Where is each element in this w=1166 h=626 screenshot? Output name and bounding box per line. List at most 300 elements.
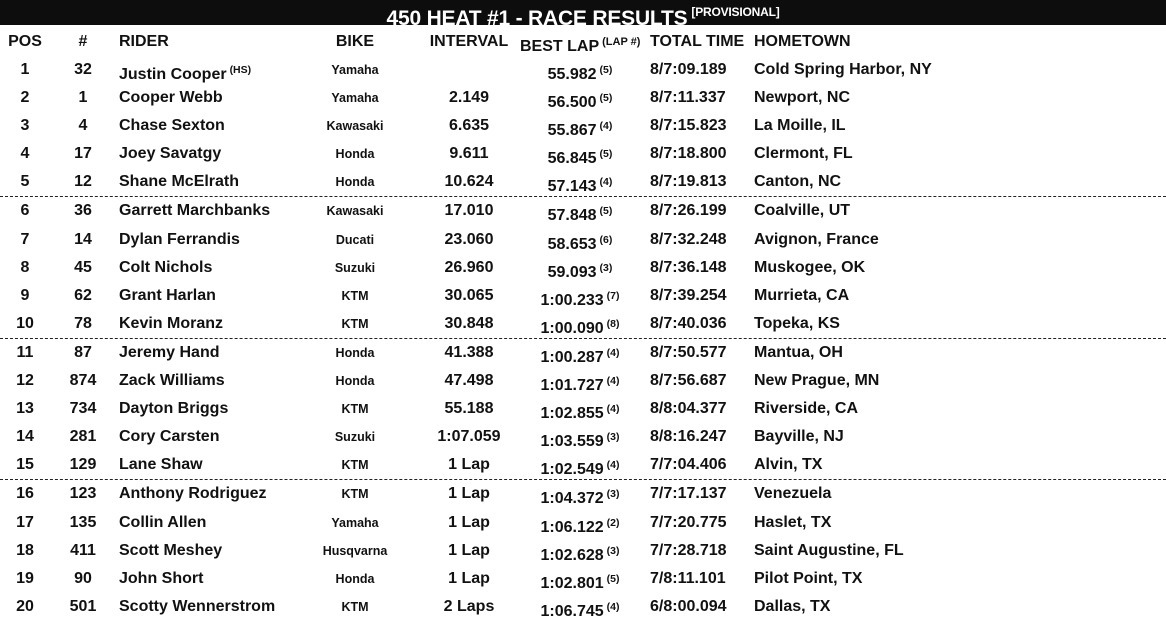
cell-interval-value: 23.060 bbox=[444, 230, 494, 248]
cell-hometown bbox=[754, 282, 1054, 310]
cell-number-value: 874 bbox=[69, 372, 97, 390]
cell-rider bbox=[119, 423, 329, 451]
cell-rider bbox=[119, 480, 329, 508]
cell-interval-value: 2.149 bbox=[448, 89, 490, 107]
cell-best-lap-value: 57.143 bbox=[547, 178, 597, 196]
lap-number-note: (4) bbox=[599, 120, 613, 133]
cell-pos-value: 9 bbox=[20, 286, 30, 304]
provisional-tag: [PROVISIONAL] bbox=[691, 5, 780, 19]
cell-interval-value: 55.188 bbox=[444, 400, 494, 418]
cell-number-value: 78 bbox=[74, 314, 92, 332]
cell-number-value: 1 bbox=[78, 89, 88, 107]
cell-hometown-value: Venezuela bbox=[754, 485, 832, 503]
cell-hometown-value: Coalville, UT bbox=[754, 202, 851, 220]
cell-pos-value: 20 bbox=[16, 597, 34, 615]
cell-bike-value: Honda bbox=[335, 147, 375, 162]
cell-rider bbox=[119, 140, 329, 168]
cell-total-time bbox=[650, 565, 742, 593]
cell-hometown bbox=[754, 197, 1054, 225]
cell-number bbox=[53, 140, 113, 168]
cell-rider bbox=[119, 226, 329, 254]
table-row bbox=[0, 565, 1166, 593]
cell-pos-value: 11 bbox=[16, 343, 34, 361]
cell-hometown-value: Mantua, OH bbox=[754, 343, 843, 361]
cell-total-time bbox=[650, 395, 742, 423]
cell-number bbox=[53, 509, 113, 537]
cell-pos-value: 2 bbox=[20, 89, 30, 107]
rider-tag: (HS) bbox=[229, 64, 252, 76]
cell-pos bbox=[0, 168, 50, 196]
cell-hometown-value: Dallas, TX bbox=[754, 597, 831, 615]
cell-total-time bbox=[650, 226, 742, 254]
cell-total-time-value: 8/8:04.377 bbox=[650, 400, 727, 418]
cell-number bbox=[53, 339, 113, 367]
cell-number bbox=[53, 537, 113, 565]
cell-number-value: 62 bbox=[74, 286, 92, 304]
cell-best-lap-value: 56.500 bbox=[547, 94, 597, 112]
cell-rider-value: Dayton Briggs bbox=[119, 400, 229, 418]
cell-bike bbox=[300, 537, 410, 565]
cell-total-time bbox=[650, 593, 742, 621]
cell-total-time-value: 8/8:16.247 bbox=[650, 428, 727, 446]
cell-pos bbox=[0, 226, 50, 254]
cell-bike bbox=[300, 84, 410, 112]
cell-hometown-value: Avignon, France bbox=[754, 230, 879, 248]
cell-bike-value: Suzuki bbox=[334, 430, 376, 445]
cell-hometown-value: Murrieta, CA bbox=[754, 286, 850, 304]
cell-rider bbox=[119, 254, 329, 282]
cell-number bbox=[53, 197, 113, 225]
table-row bbox=[0, 451, 1166, 480]
cell-total-time-value: 8/7:26.199 bbox=[650, 202, 727, 220]
cell-total-time bbox=[650, 310, 742, 338]
cell-hometown-value: Cold Spring Harbor, NY bbox=[754, 61, 932, 78]
cell-interval bbox=[414, 423, 524, 451]
cell-hometown bbox=[754, 56, 1054, 84]
cell-interval bbox=[414, 593, 524, 621]
cell-pos bbox=[0, 367, 50, 395]
cell-hometown bbox=[754, 423, 1054, 451]
cell-interval bbox=[414, 480, 524, 508]
cell-best-lap-value: 55.982 bbox=[547, 66, 597, 83]
table-row bbox=[0, 226, 1166, 254]
lap-number-note: (4) bbox=[606, 375, 620, 388]
lap-number-note: (5) bbox=[599, 92, 613, 105]
lap-number-note: (5) bbox=[599, 205, 613, 218]
cell-total-time-value: 8/7:32.248 bbox=[650, 230, 727, 248]
cell-rider-value: Justin Cooper bbox=[119, 66, 227, 83]
cell-bike-value: KTM bbox=[341, 599, 369, 614]
lap-number-note: (8) bbox=[606, 317, 620, 330]
cell-bike-value: Suzuki bbox=[334, 260, 376, 275]
cell-bike bbox=[300, 254, 410, 282]
cell-rider bbox=[119, 537, 329, 565]
cell-pos-value: 7 bbox=[20, 230, 30, 248]
cell-bike-value: Ducati bbox=[335, 232, 375, 247]
cell-rider bbox=[119, 367, 329, 395]
lap-number-note: (4) bbox=[599, 176, 613, 189]
lap-number-note: (4) bbox=[606, 459, 620, 472]
cell-pos bbox=[0, 537, 50, 565]
cell-number-value: 36 bbox=[74, 202, 92, 220]
cell-number-value: 501 bbox=[69, 597, 97, 615]
cell-pos bbox=[0, 84, 50, 112]
cell-total-time bbox=[650, 339, 742, 367]
cell-interval bbox=[414, 537, 524, 565]
cell-total-time bbox=[650, 282, 742, 310]
cell-hometown bbox=[754, 310, 1054, 338]
cell-pos bbox=[0, 509, 50, 537]
cell-rider bbox=[119, 509, 329, 537]
lap-number-note: (6) bbox=[599, 233, 613, 246]
cell-best-lap-value: 59.093 bbox=[547, 263, 597, 281]
cell-pos bbox=[0, 282, 50, 310]
cell-hometown-value: Saint Augustine, FL bbox=[754, 541, 904, 559]
cell-bike bbox=[300, 395, 410, 423]
lap-number-note: (5) bbox=[599, 64, 613, 76]
cell-pos-value: 10 bbox=[16, 314, 34, 332]
cell-bike bbox=[300, 367, 410, 395]
cell-pos bbox=[0, 254, 50, 282]
cell-interval-value: 9.611 bbox=[449, 145, 489, 163]
cell-total-time-value: 7/7:20.775 bbox=[650, 513, 727, 531]
cell-total-time-value: 8/7:19.813 bbox=[650, 173, 727, 191]
cell-pos bbox=[0, 112, 50, 140]
cell-rider-value: Anthony Rodriguez bbox=[119, 485, 267, 503]
table-row bbox=[0, 423, 1166, 451]
cell-hometown bbox=[754, 565, 1054, 593]
table-row bbox=[0, 254, 1166, 282]
cell-pos-value: 17 bbox=[16, 513, 34, 531]
cell-pos bbox=[0, 395, 50, 423]
lap-number-note: (5) bbox=[599, 148, 613, 161]
cell-number-value: 87 bbox=[74, 343, 92, 361]
header-lap-number: (LAP #) bbox=[602, 36, 641, 48]
cell-number-value: 281 bbox=[69, 428, 97, 446]
cell-total-time-value: 7/8:11.101 bbox=[650, 569, 726, 587]
cell-rider-value: Scotty Wennerstrom bbox=[119, 597, 276, 615]
cell-interval bbox=[414, 451, 524, 479]
cell-interval-value: 10.624 bbox=[444, 173, 494, 191]
cell-number bbox=[53, 565, 113, 593]
cell-total-time-value: 8/7:39.254 bbox=[650, 286, 727, 304]
cell-bike bbox=[300, 509, 410, 537]
cell-pos-value: 19 bbox=[16, 569, 34, 587]
header-pos: POS bbox=[8, 33, 42, 50]
cell-hometown bbox=[754, 112, 1054, 140]
cell-number bbox=[53, 112, 113, 140]
cell-hometown-value: Clermont, FL bbox=[754, 145, 853, 163]
cell-best-lap bbox=[520, 451, 640, 484]
cell-number bbox=[53, 254, 113, 282]
cell-total-time bbox=[650, 56, 742, 84]
cell-bike bbox=[300, 197, 410, 225]
cell-best-lap-value: 1:00.090 bbox=[540, 319, 604, 337]
cell-interval-value: 2 Laps bbox=[443, 597, 495, 615]
table-row bbox=[0, 140, 1166, 168]
page-title: 450 HEAT #1 - RACE RESULTS bbox=[386, 7, 688, 30]
cell-best-lap-value: 55.867 bbox=[547, 122, 597, 140]
lap-number-note: (2) bbox=[606, 516, 620, 529]
cell-interval-value: 1 Lap bbox=[448, 485, 490, 503]
cell-hometown-value: Newport, NC bbox=[754, 89, 850, 107]
cell-interval-value: 1 Lap bbox=[448, 569, 490, 587]
cell-rider bbox=[119, 339, 329, 367]
cell-total-time bbox=[650, 451, 742, 479]
cell-rider-value: Joey Savatgy bbox=[119, 145, 222, 163]
cell-total-time-value: 8/7:09.189 bbox=[650, 61, 727, 78]
cell-total-time bbox=[650, 537, 742, 565]
cell-interval bbox=[414, 282, 524, 310]
cell-interval bbox=[414, 140, 524, 168]
cell-bike-value: KTM bbox=[341, 402, 369, 417]
cell-number bbox=[53, 367, 113, 395]
cell-interval bbox=[414, 367, 524, 395]
cell-rider-value: Cooper Webb bbox=[119, 89, 223, 107]
cell-pos-value: 4 bbox=[20, 145, 30, 163]
lap-number-note: (3) bbox=[606, 544, 620, 557]
header-rider: RIDER bbox=[119, 33, 169, 50]
cell-hometown bbox=[754, 537, 1054, 565]
cell-hometown bbox=[754, 395, 1054, 423]
header-interval: INTERVAL bbox=[429, 33, 509, 50]
cell-rider-value: Collin Allen bbox=[119, 513, 207, 531]
cell-interval-value: 17.010 bbox=[444, 202, 494, 220]
cell-hometown bbox=[754, 254, 1054, 282]
cell-number-value: 123 bbox=[69, 485, 97, 503]
cell-interval-value: 47.498 bbox=[444, 372, 494, 390]
cell-rider-value: Kevin Moranz bbox=[119, 314, 224, 332]
cell-interval-value: 30.848 bbox=[444, 314, 494, 332]
cell-rider bbox=[119, 310, 329, 338]
cell-interval bbox=[414, 226, 524, 254]
cell-pos bbox=[0, 565, 50, 593]
table-row bbox=[0, 339, 1166, 367]
cell-interval-value: 6.635 bbox=[448, 117, 490, 135]
cell-pos bbox=[0, 480, 50, 508]
cell-rider bbox=[119, 112, 329, 140]
results-table-body bbox=[0, 56, 1166, 621]
cell-rider bbox=[119, 168, 329, 196]
cell-pos bbox=[0, 339, 50, 367]
cell-pos-value: 1 bbox=[20, 61, 30, 78]
cell-best-lap bbox=[520, 310, 640, 343]
cell-best-lap bbox=[520, 593, 640, 626]
cell-interval bbox=[414, 168, 524, 196]
table-row bbox=[0, 593, 1166, 621]
header-total-time: TOTAL TIME bbox=[650, 33, 745, 50]
cell-number bbox=[53, 168, 113, 196]
cell-number bbox=[53, 593, 113, 621]
lap-number-note: (4) bbox=[606, 600, 620, 613]
cell-hometown bbox=[754, 226, 1054, 254]
cell-best-lap-value: 56.845 bbox=[547, 150, 597, 168]
cell-hometown bbox=[754, 593, 1054, 621]
cell-bike-value: Yamaha bbox=[331, 515, 379, 530]
cell-pos-value: 12 bbox=[16, 372, 34, 390]
cell-rider-value: Garrett Marchbanks bbox=[119, 202, 271, 220]
lap-number-note: (4) bbox=[606, 403, 620, 416]
cell-rider bbox=[119, 565, 329, 593]
cell-total-time-value: 7/7:17.137 bbox=[650, 485, 727, 503]
cell-bike bbox=[300, 56, 410, 84]
cell-total-time bbox=[650, 254, 742, 282]
cell-interval bbox=[414, 339, 524, 367]
table-row bbox=[0, 480, 1166, 508]
cell-bike-value: Husqvarna bbox=[322, 543, 388, 558]
cell-bike-value: KTM bbox=[341, 487, 369, 502]
cell-number-value: 411 bbox=[70, 541, 96, 559]
table-row bbox=[0, 56, 1166, 84]
table-header bbox=[0, 28, 1166, 56]
cell-pos bbox=[0, 140, 50, 168]
cell-best-lap-value: 1:02.855 bbox=[540, 405, 604, 423]
cell-interval-value: 1 Lap bbox=[448, 456, 490, 474]
cell-best-lap-value: 1:00.233 bbox=[540, 291, 604, 309]
header-number: # bbox=[78, 33, 88, 50]
cell-hometown-value: Muskogee, OK bbox=[754, 258, 866, 276]
cell-bike bbox=[300, 451, 410, 479]
cell-hometown-value: Topeka, KS bbox=[754, 314, 840, 332]
table-row bbox=[0, 168, 1166, 197]
cell-best-lap-value: 1:04.372 bbox=[540, 490, 604, 508]
cell-total-time bbox=[650, 84, 742, 112]
cell-hometown-value: Canton, NC bbox=[754, 173, 842, 191]
cell-number-value: 32 bbox=[74, 61, 92, 78]
cell-number-value: 4 bbox=[78, 117, 88, 135]
lap-number-note: (7) bbox=[606, 289, 620, 302]
cell-number bbox=[53, 56, 113, 84]
cell-pos bbox=[0, 593, 50, 621]
cell-interval-value: 26.960 bbox=[444, 258, 494, 276]
cell-bike-value: Yamaha bbox=[331, 63, 379, 77]
cell-number-value: 90 bbox=[74, 569, 92, 587]
results-title-bar bbox=[0, 0, 1166, 30]
cell-hometown-value: Bayville, NJ bbox=[754, 428, 844, 446]
cell-pos-value: 3 bbox=[20, 117, 30, 135]
cell-interval bbox=[414, 395, 524, 423]
lap-number-note: (5) bbox=[606, 572, 620, 585]
cell-rider-value: Lane Shaw bbox=[119, 456, 203, 474]
table-row bbox=[0, 84, 1166, 112]
cell-bike bbox=[300, 480, 410, 508]
cell-rider-value: Chase Sexton bbox=[119, 117, 225, 135]
table-row bbox=[0, 112, 1166, 140]
cell-interval bbox=[414, 565, 524, 593]
cell-best-lap-value: 1:02.801 bbox=[540, 574, 604, 592]
table-row bbox=[0, 537, 1166, 565]
table-row bbox=[0, 282, 1166, 310]
cell-rider-value: Jeremy Hand bbox=[119, 343, 220, 361]
cell-bike bbox=[300, 226, 410, 254]
cell-rider-value: John Short bbox=[119, 569, 204, 587]
cell-pos-value: 5 bbox=[20, 173, 30, 191]
lap-number-note: (4) bbox=[606, 346, 620, 359]
cell-hometown bbox=[754, 480, 1054, 508]
cell-best-lap-value: 1:02.628 bbox=[540, 546, 604, 564]
cell-number-value: 734 bbox=[69, 400, 97, 418]
cell-interval bbox=[414, 509, 524, 537]
lap-number-note: (3) bbox=[606, 488, 620, 501]
cell-bike-value: Honda bbox=[335, 345, 375, 360]
cell-number-value: 17 bbox=[74, 145, 92, 163]
cell-bike bbox=[300, 339, 410, 367]
cell-pos bbox=[0, 56, 50, 84]
cell-bike-value: KTM bbox=[341, 458, 369, 473]
cell-total-time bbox=[650, 480, 742, 508]
cell-hometown-value: Riverside, CA bbox=[754, 400, 859, 418]
cell-hometown-value: New Prague, MN bbox=[754, 372, 880, 390]
cell-number-value: 135 bbox=[69, 513, 97, 531]
cell-hometown bbox=[754, 367, 1054, 395]
cell-rider bbox=[119, 197, 329, 225]
cell-hometown bbox=[754, 339, 1054, 367]
cell-interval-value: 30.065 bbox=[444, 286, 494, 304]
cell-interval-value: 1:07.059 bbox=[437, 428, 501, 446]
cell-pos bbox=[0, 423, 50, 451]
cell-number bbox=[53, 423, 113, 451]
cell-total-time-value: 8/7:40.036 bbox=[650, 314, 727, 332]
cell-hometown bbox=[754, 509, 1054, 537]
cell-number-value: 129 bbox=[69, 456, 97, 474]
cell-pos-value: 16 bbox=[16, 485, 34, 503]
cell-bike bbox=[300, 310, 410, 338]
cell-best-lap-value: 57.848 bbox=[547, 207, 597, 225]
cell-best-lap bbox=[520, 168, 640, 201]
table-row bbox=[0, 197, 1166, 225]
cell-total-time bbox=[650, 140, 742, 168]
cell-bike bbox=[300, 593, 410, 621]
cell-rider bbox=[119, 395, 329, 423]
cell-pos-value: 6 bbox=[20, 202, 30, 220]
cell-rider-value: Cory Carsten bbox=[119, 428, 220, 446]
cell-rider-value: Shane McElrath bbox=[119, 173, 240, 191]
header-bike: BIKE bbox=[335, 33, 375, 50]
cell-rider-value: Dylan Ferrandis bbox=[119, 230, 240, 248]
cell-rider bbox=[119, 282, 329, 310]
cell-total-time-value: 8/7:11.337 bbox=[650, 89, 726, 107]
cell-bike-value: KTM bbox=[341, 316, 369, 331]
cell-pos-value: 8 bbox=[20, 258, 30, 276]
cell-rider bbox=[119, 593, 329, 621]
cell-hometown bbox=[754, 140, 1054, 168]
cell-bike-value: Honda bbox=[335, 571, 375, 586]
header-hometown: HOMETOWN bbox=[754, 33, 851, 50]
cell-total-time bbox=[650, 168, 742, 196]
cell-number-value: 12 bbox=[74, 173, 92, 191]
cell-bike-value: Kawasaki bbox=[326, 119, 384, 134]
cell-pos bbox=[0, 451, 50, 479]
cell-rider bbox=[119, 84, 329, 112]
cell-bike-value: Honda bbox=[335, 374, 375, 389]
cell-total-time bbox=[650, 112, 742, 140]
cell-interval bbox=[414, 112, 524, 140]
cell-bike-value: Honda bbox=[335, 175, 375, 190]
cell-bike bbox=[300, 168, 410, 196]
cell-pos bbox=[0, 197, 50, 225]
cell-pos-value: 13 bbox=[16, 400, 34, 418]
cell-best-lap-value: 1:06.745 bbox=[540, 602, 604, 620]
cell-rider-value: Grant Harlan bbox=[119, 286, 216, 304]
cell-bike-value: KTM bbox=[341, 288, 369, 303]
cell-interval bbox=[414, 254, 524, 282]
cell-rider-value: Colt Nichols bbox=[119, 258, 213, 276]
cell-best-lap-value: 1:01.727 bbox=[540, 377, 604, 395]
cell-rider-value: Scott Meshey bbox=[119, 541, 223, 559]
cell-hometown-value: Alvin, TX bbox=[754, 456, 823, 474]
cell-total-time-value: 8/7:15.823 bbox=[650, 117, 727, 135]
cell-total-time-value: 7/7:04.406 bbox=[650, 456, 727, 474]
